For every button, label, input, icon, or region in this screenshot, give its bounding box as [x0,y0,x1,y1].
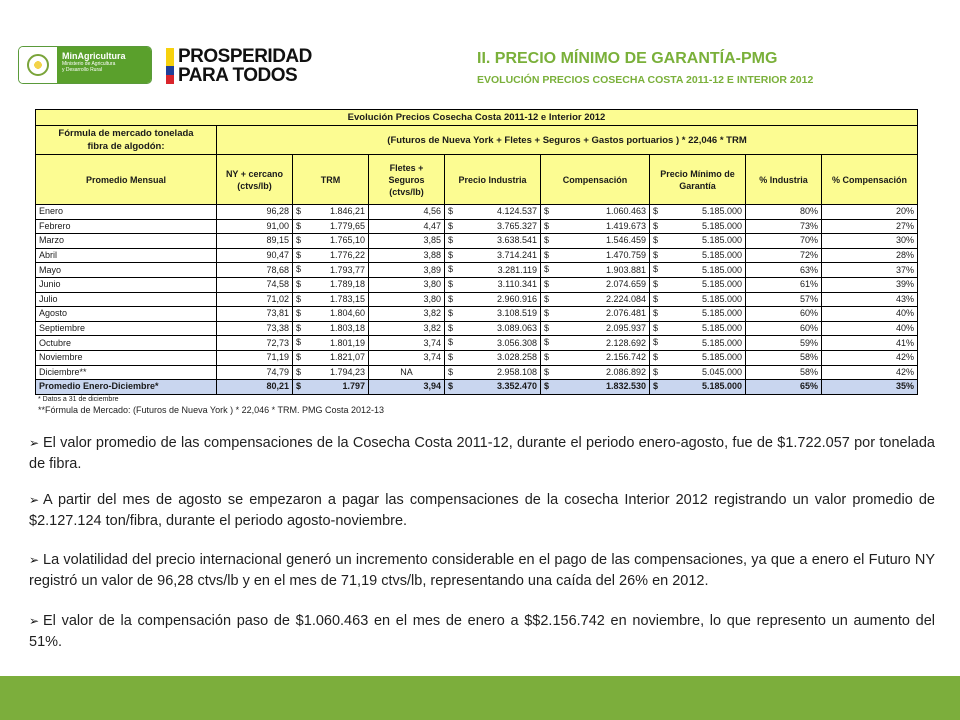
currency-symbol: $ [296,206,302,216]
bullet-text: El valor de la compensación paso de $1.060.463 en el mes de enero a $$2.156.742 en noviembre, lo que represento un aumento del 51%. [29,613,935,650]
cell-value: 3.056.308 [496,337,537,348]
header-compensacion: Compensación [541,155,650,205]
cell-value: 1.783,15 [329,293,365,304]
cell-fletes: 3,89 [369,263,445,278]
currency-symbol: $ [653,337,659,348]
cell-pct-compensacion: 40% [822,321,918,336]
cell-ny: 91,00 [217,219,293,234]
cell-compensacion [541,248,650,263]
table-footnote-2: **Fórmula de Mercado: (Futuros de Nueva York ) * 22,046 * TRM. PMG Costa 2012-13 [38,405,384,415]
currency-symbol: $ [544,264,550,275]
cell-precio-industria [445,263,541,278]
cell-pct-compensacion: 42% [822,365,918,380]
cell-pmg [650,350,746,365]
cell-pct-compensacion: 35% [822,380,918,395]
currency-symbol: $ [448,308,454,319]
cell-ny: 73,38 [217,321,293,336]
currency-symbol: $ [448,337,454,348]
cell-value: 1.797 [342,381,365,392]
cell-month: Mayo [36,263,217,278]
cell-pmg [650,336,746,351]
cell-compensacion [541,292,650,307]
currency-symbol: $ [296,351,302,362]
cell-ny: 71,19 [217,350,293,365]
price-evolution-table [35,109,918,395]
cell-pct-compensacion: 40% [822,307,918,322]
cell-pct-industria: 59% [746,336,822,351]
cell-fletes: 3,80 [369,292,445,307]
table-row [36,263,918,278]
cell-fletes: 3,74 [369,336,445,351]
header-precio-minimo-garantia: Precio Mínimo de Garantía [650,155,746,205]
cell-value: 5.185.000 [701,308,742,319]
cell-pct-industria: 61% [746,277,822,292]
cell-value: 2.076.481 [605,308,646,319]
cell-pct-industria: 73% [746,219,822,234]
cell-value: 5.185.000 [701,206,742,217]
currency-symbol: $ [296,293,302,304]
currency-symbol: $ [296,220,302,231]
cell-precio-industria [445,205,541,220]
cell-value: 2.074.659 [605,279,646,290]
cell-value: 5.185.000 [701,264,742,275]
cell-month: Marzo [36,234,217,249]
currency-symbol: $ [653,366,659,377]
cell-trm [293,205,369,220]
cell-pct-industria: 80% [746,205,822,220]
cell-value: 1.794,23 [329,366,365,377]
cell-month: Abril [36,248,217,263]
cell-value: 1.776,22 [329,250,365,261]
currency-symbol: $ [653,308,659,319]
table-row [36,219,918,234]
cell-trm [293,248,369,263]
currency-symbol: $ [544,293,550,304]
cell-compensacion [541,350,650,365]
logo-prosperidad-line2: PARA TODOS [178,65,298,86]
cell-precio-industria [445,234,541,249]
header-ny-cercano: NY + cercano (ctvs/lb) [217,155,293,205]
cell-ny: 72,73 [217,336,293,351]
cell-pct-industria: 60% [746,321,822,336]
cell-ny: 74,58 [217,277,293,292]
cell-value: 3.028.258 [496,352,537,363]
cell-compensacion [541,336,650,351]
currency-symbol: $ [544,308,550,319]
cell-value: 1.801,19 [329,337,365,348]
cell-value: 5.185.000 [701,381,742,392]
cell-fletes: NA [369,365,445,380]
currency-symbol: $ [544,206,550,216]
cell-value: 1.419.673 [605,220,646,231]
currency-symbol: $ [544,322,550,333]
cell-pct-compensacion: 30% [822,234,918,249]
cell-ny: 71,02 [217,292,293,307]
cell-value: 1.779,65 [329,220,365,231]
cell-precio-industria [445,350,541,365]
currency-symbol: $ [448,366,454,377]
cell-precio-industria [445,219,541,234]
arrow-bullet-icon: ➢ [29,436,40,450]
cell-trm [293,336,369,351]
cell-month: Julio [36,292,217,307]
cell-pmg [650,292,746,307]
cell-pmg [650,321,746,336]
cell-precio-industria [445,365,541,380]
bullet-point [29,433,935,475]
cell-pct-compensacion: 42% [822,350,918,365]
header-trm: TRM [293,155,369,205]
cell-precio-industria [445,292,541,307]
cell-compensacion [541,234,650,249]
cell-trm [293,350,369,365]
arrow-bullet-icon: ➢ [29,553,40,567]
currency-symbol: $ [544,337,550,348]
logo-minagri-line2: Ministerio de Agricultura [62,61,116,67]
cell-value: 3.108.519 [496,308,537,319]
cell-month: Febrero [36,219,217,234]
cell-compensacion [541,321,650,336]
currency-symbol: $ [296,235,302,246]
cell-value: 2.095.937 [605,323,646,334]
cell-value: 5.045.000 [701,366,742,377]
cell-compensacion [541,277,650,292]
currency-symbol: $ [296,337,302,348]
cell-trm [293,234,369,249]
cell-value: 3.089.063 [496,323,537,334]
cell-pct-industria: 65% [746,380,822,395]
currency-symbol: $ [448,322,454,333]
cell-value: 5.185.000 [701,293,742,304]
currency-symbol: $ [448,249,454,260]
cell-value: 1.821,07 [329,352,365,363]
currency-symbol: $ [544,220,550,231]
header-pct-industria: % Industria [746,155,822,205]
cell-month: Agosto [36,307,217,322]
logo-minagri-line3: y Desarrollo Rural [62,67,103,73]
cell-value: 3.714.241 [496,250,537,261]
cell-fletes: 3,80 [369,277,445,292]
cell-value: 1.470.759 [605,250,646,261]
cell-precio-industria [445,277,541,292]
cell-value: 5.185.000 [701,220,742,231]
cell-precio-industria [445,321,541,336]
cell-pmg [650,365,746,380]
currency-symbol: $ [448,264,454,275]
cell-pct-industria: 58% [746,350,822,365]
currency-symbol: $ [296,381,302,392]
cell-value: 5.185.000 [701,235,742,246]
header-pct-compensacion: % Compensación [822,155,918,205]
currency-symbol: $ [448,206,454,216]
cell-trm [293,365,369,380]
cell-month: Diciembre** [36,365,217,380]
cell-pct-compensacion: 43% [822,292,918,307]
cell-pct-industria: 72% [746,248,822,263]
currency-symbol: $ [653,249,659,260]
bullet-text: A partir del mes de agosto se empezaron a pagar las compensaciones de la cosecha Interior 2012 registrando un valor promedio de $2.127.124 ton/fibra, durante el periodo agosto-noviembre. [29,492,935,529]
header-promedio-mensual: Promedio Mensual [36,155,217,205]
cell-value: 1.765,10 [329,235,365,246]
cell-fletes: 3,82 [369,321,445,336]
cell-pct-industria: 60% [746,307,822,322]
currency-symbol: $ [544,278,550,289]
currency-symbol: $ [448,351,454,362]
currency-symbol: $ [448,278,454,289]
currency-symbol: $ [544,366,550,377]
slide-title: II. PRECIO MÍNIMO DE GARANTÍA-PMG [477,50,778,67]
header-precio-industria: Precio Industria [445,155,541,205]
cell-trm [293,277,369,292]
table-row [36,307,918,322]
cell-month: Noviembre [36,350,217,365]
cell-pmg [650,248,746,263]
cell-precio-industria [445,248,541,263]
cell-value: 1.546.459 [605,235,646,246]
currency-symbol: $ [653,381,659,392]
cell-value: 5.185.000 [701,279,742,290]
cell-value: 1.804,60 [329,308,365,319]
cell-precio-industria [445,336,541,351]
cell-pct-compensacion: 20% [822,205,918,220]
cell-trm [293,292,369,307]
table-row [36,205,918,220]
arrow-bullet-icon: ➢ [29,493,40,507]
currency-symbol: $ [653,264,659,275]
cell-month: Enero [36,205,217,220]
bullet-point [29,490,935,532]
currency-symbol: $ [448,293,454,304]
cell-compensacion [541,365,650,380]
currency-symbol: $ [653,322,659,333]
currency-symbol: $ [448,381,454,392]
cell-pct-compensacion: 37% [822,263,918,278]
cell-ny: 90,47 [217,248,293,263]
cell-value: 4.124.537 [496,206,537,217]
cell-compensacion [541,219,650,234]
formula-label: Fórmula de mercado tonelada fibra de algodón: [36,126,217,155]
bullet-point [29,611,935,653]
cell-value: 3.352.470 [496,381,537,392]
cell-value: 2.128.692 [605,337,646,348]
cell-fletes: 3,74 [369,350,445,365]
cell-fletes: 3,88 [369,248,445,263]
minagricultura-logo [18,46,152,84]
currency-symbol: $ [296,366,302,377]
table-row [36,292,918,307]
cell-value: 3.638.541 [496,235,537,246]
arrow-bullet-icon: ➢ [29,614,40,628]
cell-value: 5.185.000 [701,352,742,363]
cell-pmg [650,277,746,292]
cell-ny: 96,28 [217,205,293,220]
cell-pct-industria: 57% [746,292,822,307]
currency-symbol: $ [544,381,550,392]
cell-value: 2.960.916 [496,293,537,304]
logo-prosperidad-line1: PROSPERIDAD [178,46,312,67]
cell-value: 1.846,21 [329,206,365,217]
cell-value: 1.793,77 [329,264,365,275]
currency-symbol: $ [296,249,302,260]
cell-pct-industria: 58% [746,365,822,380]
cell-pct-compensacion: 28% [822,248,918,263]
coat-of-arms-icon [19,47,57,83]
cell-month: Promedio Enero-Diciembre* [36,380,217,395]
cell-pmg [650,263,746,278]
currency-symbol: $ [653,235,659,246]
cell-value: 5.185.000 [701,337,742,348]
cell-precio-industria [445,380,541,395]
colombia-flag-icon [166,48,174,84]
cell-ny: 74,79 [217,365,293,380]
currency-symbol: $ [544,235,550,246]
cell-value: 1.903.881 [605,264,646,275]
cell-value: 3.110.341 [497,279,537,290]
cell-trm [293,263,369,278]
currency-symbol: $ [544,351,550,362]
bullet-point [29,550,935,592]
cell-pmg [650,380,746,395]
cell-precio-industria [445,307,541,322]
cell-pmg [650,234,746,249]
cell-value: 2.086.892 [605,366,646,377]
currency-symbol: $ [296,308,302,319]
cell-value: 1.060.463 [605,206,646,217]
cell-value: 1.832.530 [605,381,646,392]
cell-value: 1.803,18 [329,323,365,334]
currency-symbol: $ [653,293,659,304]
table-row [36,234,918,249]
cell-trm [293,380,369,395]
footer-bar [0,676,960,720]
cell-trm [293,219,369,234]
cell-value: 2.958.108 [496,366,537,377]
cell-value: 2.156.742 [605,352,646,363]
cell-pct-compensacion: 41% [822,336,918,351]
table-caption: Evolución Precios Cosecha Costa 2011-12 e Interior 2012 [36,110,918,126]
table-row [36,248,918,263]
table-row [36,350,918,365]
cell-fletes: 3,94 [369,380,445,395]
header-fletes-seguros: Fletes + Seguros (ctvs/lb) [369,155,445,205]
cell-pct-compensacion: 27% [822,219,918,234]
cell-compensacion [541,205,650,220]
cell-ny: 78,68 [217,263,293,278]
cell-fletes: 3,82 [369,307,445,322]
cell-month: Septiembre [36,321,217,336]
cell-pct-industria: 70% [746,234,822,249]
currency-symbol: $ [544,249,550,260]
cell-month: Junio [36,277,217,292]
table-row [36,336,918,351]
cell-compensacion [541,263,650,278]
table-row [36,365,918,380]
cell-value: 1.789,18 [329,279,365,290]
cell-pmg [650,307,746,322]
table-row [36,321,918,336]
cell-pmg [650,219,746,234]
cell-value: 2.224.084 [605,293,646,304]
table-footnote-1: * Datos a 31 de diciembre [38,396,119,403]
cell-pct-compensacion: 39% [822,277,918,292]
cell-fletes: 4,56 [369,205,445,220]
cell-fletes: 3,85 [369,234,445,249]
currency-symbol: $ [653,220,659,231]
formula-text: (Futuros de Nueva York + Fletes + Seguros + Gastos portuarios ) * 22,046 * TRM [217,126,918,155]
logo-minagri-line1: MinAgricultura [62,51,126,61]
cell-compensacion [541,307,650,322]
currency-symbol: $ [653,351,659,362]
currency-symbol: $ [448,220,454,231]
cell-trm [293,307,369,322]
cell-value: 5.185.000 [701,250,742,261]
currency-symbol: $ [296,322,302,333]
cell-value: 5.185.000 [701,323,742,334]
slide-subtitle: EVOLUCIÓN PRECIOS COSECHA COSTA 2011-12 E INTERIOR 2012 [477,74,814,86]
cell-value: 3.281.119 [497,264,537,275]
currency-symbol: $ [448,235,454,246]
table-total-row [36,380,918,395]
cell-ny: 89,15 [217,234,293,249]
cell-pmg [650,205,746,220]
currency-symbol: $ [296,278,302,289]
cell-value: 3.765.327 [496,220,537,231]
cell-compensacion [541,380,650,395]
cell-pct-industria: 63% [746,263,822,278]
table-row [36,277,918,292]
cell-trm [293,321,369,336]
currency-symbol: $ [653,206,659,216]
cell-ny: 80,21 [217,380,293,395]
currency-symbol: $ [653,278,659,289]
cell-ny: 73,81 [217,307,293,322]
bullet-text: El valor promedio de las compensaciones de la Cosecha Costa 2011-12, durante el periodo enero-agosto, fue de $1.722.057 por tonelada de fibra. [29,435,935,472]
cell-month: Octubre [36,336,217,351]
bullet-text: La volatilidad del precio internacional generó un incremento considerable en el pago de las compensaciones, ya que a enero el Futuro NY registró un valor de 96,28 ctvs/lb y en el mes de 71,19 ctvs/lb, representando una caída del 26% en 2012. [29,552,935,589]
cell-fletes: 4,47 [369,219,445,234]
prosperidad-para-todos-logo [166,46,312,86]
currency-symbol: $ [296,264,302,275]
